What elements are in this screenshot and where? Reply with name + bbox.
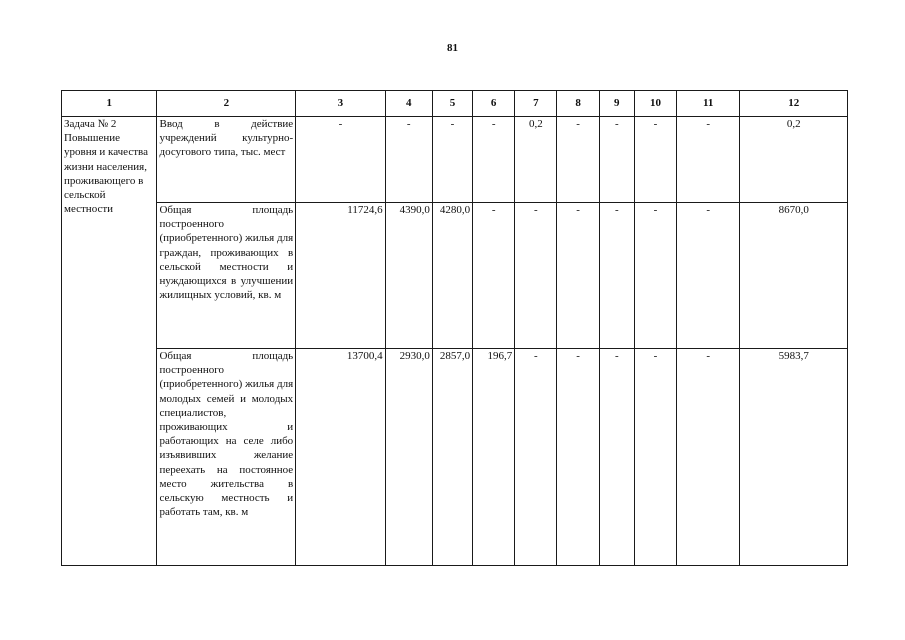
value-cell: - <box>599 349 634 566</box>
column-header: 9 <box>599 91 634 117</box>
value-cell: - <box>599 203 634 349</box>
value-cell: - <box>515 349 557 566</box>
value-cell: 13700,4 <box>296 349 385 566</box>
value-cell: 2930,0 <box>385 349 432 566</box>
indicator-cell: Ввод в действие учреждений культурно-досугового типа, тыс. мест <box>157 117 296 203</box>
value-cell: - <box>557 349 599 566</box>
value-cell: - <box>385 117 432 203</box>
column-header: 2 <box>157 91 296 117</box>
column-header: 10 <box>634 91 676 117</box>
value-cell: 8670,0 <box>740 203 848 349</box>
header-row <box>62 91 848 117</box>
value-cell: - <box>677 117 740 203</box>
value-cell: 0,2 <box>515 117 557 203</box>
column-header: 7 <box>515 91 557 117</box>
value-cell: 0,2 <box>740 117 848 203</box>
data-table <box>61 90 848 566</box>
value-cell: - <box>515 203 557 349</box>
value-cell: 4390,0 <box>385 203 432 349</box>
value-cell: 5983,7 <box>740 349 848 566</box>
value-cell: 196,7 <box>473 349 515 566</box>
value-cell: - <box>634 203 676 349</box>
value-cell: - <box>473 117 515 203</box>
column-header: 1 <box>62 91 157 117</box>
task-cell: Задача № 2 Повышение уровня и качества жизни населения, проживающего в сельской местности <box>62 117 157 566</box>
value-cell: - <box>634 349 676 566</box>
column-header: 12 <box>740 91 848 117</box>
value-cell: - <box>634 117 676 203</box>
column-header: 3 <box>296 91 385 117</box>
table-row <box>62 349 848 566</box>
value-cell: - <box>557 203 599 349</box>
value-cell: 11724,6 <box>296 203 385 349</box>
value-cell: 4280,0 <box>432 203 472 349</box>
value-cell: - <box>473 203 515 349</box>
table-row <box>62 117 848 203</box>
value-cell: - <box>677 349 740 566</box>
indicator-cell: Общая площадь построенного (приобретенного) жилья для граждан, проживающих в сельской местности и нуждающихся в улучшении жилищных условий, кв. м <box>157 203 296 349</box>
table-row <box>62 203 848 349</box>
page-number: 81 <box>447 42 458 54</box>
column-header: 6 <box>473 91 515 117</box>
value-cell: - <box>677 203 740 349</box>
value-cell: - <box>599 117 634 203</box>
column-header: 4 <box>385 91 432 117</box>
value-cell: - <box>432 117 472 203</box>
value-cell: 2857,0 <box>432 349 472 566</box>
indicator-cell: Общая площадь построенного (приобретенного) жилья для молодых семей и молодых специалистов, проживающих и работающих на селе либо изъявивших желание переехать на постоянное место жительства в сельскую местность и работать там, кв. м <box>157 349 296 566</box>
value-cell: - <box>557 117 599 203</box>
column-header: 5 <box>432 91 472 117</box>
column-header: 8 <box>557 91 599 117</box>
column-header: 11 <box>677 91 740 117</box>
value-cell: - <box>296 117 385 203</box>
